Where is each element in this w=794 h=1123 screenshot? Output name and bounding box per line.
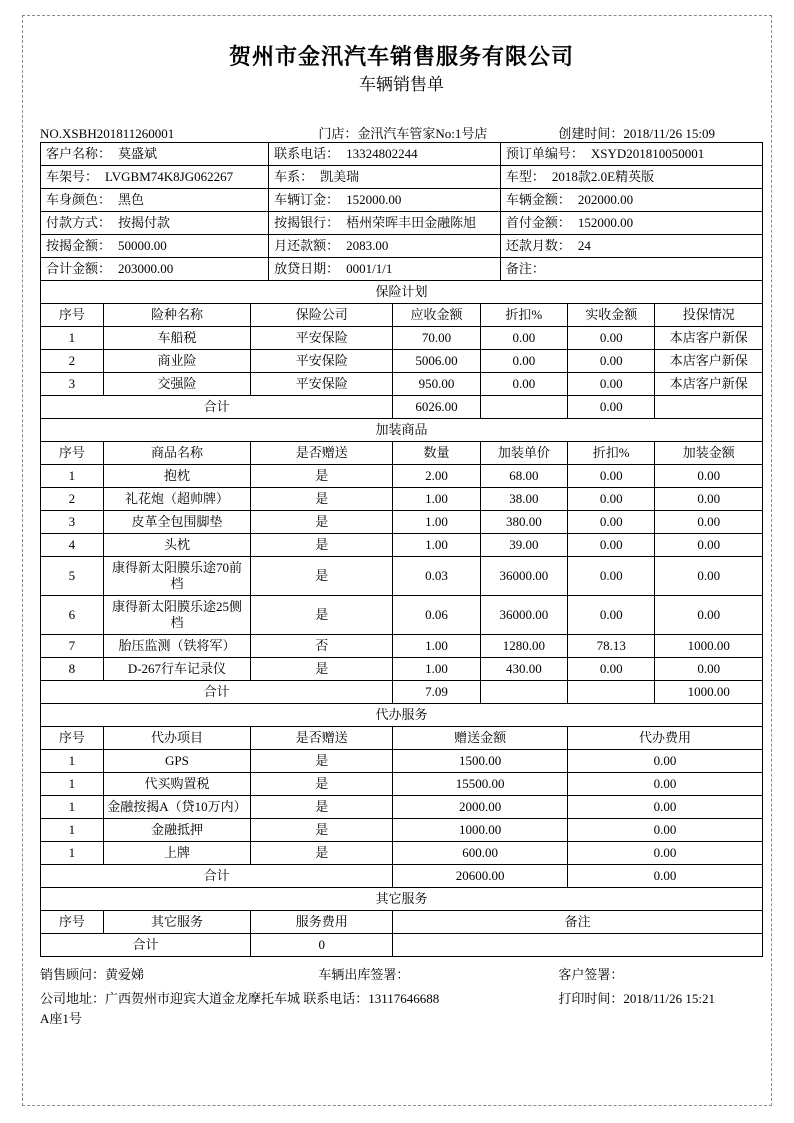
cell: 0.00	[568, 750, 763, 773]
cell: 78.13	[568, 635, 655, 658]
cell: 代买购置税	[103, 773, 250, 796]
cell: 1280.00	[480, 635, 567, 658]
cell: 0.00	[568, 819, 763, 842]
col-header: 序号	[41, 727, 104, 750]
table-row	[41, 596, 763, 635]
table-row	[41, 166, 763, 189]
cell: 平安保险	[251, 350, 393, 373]
cell: 0.00	[568, 511, 655, 534]
phone-cell: 联系电话： 13324802244	[269, 143, 501, 166]
col-header: 折扣%	[568, 442, 655, 465]
other-section-title: 其它服务	[41, 888, 763, 911]
table-row	[41, 534, 763, 557]
company-address: 公司地址：广西贺州市迎宾大道金龙摩托车城 联系电话：13117646688	[40, 991, 440, 1006]
cell: 36000.00	[480, 596, 567, 635]
addons-total-row	[41, 681, 763, 704]
sales-consultant: 销售顾问：黄爱娣	[40, 967, 145, 982]
mortgage-bank-cell: 按揭银行： 梧州荣晖丰田金融陈旭	[269, 212, 501, 235]
cell: 5006.00	[393, 350, 480, 373]
col-header: 商品名称	[103, 442, 250, 465]
section-title-row	[41, 281, 763, 304]
addon-products-table	[40, 418, 763, 704]
table-row	[41, 819, 763, 842]
other-header-row	[41, 911, 763, 934]
col-header: 实收金额	[568, 304, 655, 327]
cell: 0.00	[568, 842, 763, 865]
cell: 0.00	[568, 350, 655, 373]
cell: 0.00	[655, 557, 763, 596]
cell: 1	[41, 465, 104, 488]
total-note	[393, 934, 763, 957]
col-header: 险种名称	[103, 304, 250, 327]
cell: 商业险	[103, 350, 250, 373]
total-receivable: 6026.00	[393, 396, 480, 419]
cell: 康得新太阳膜乐途25侧档	[103, 596, 250, 635]
col-header: 代办项目	[103, 727, 250, 750]
cell: 1000.00	[655, 635, 763, 658]
cell: 0.00	[655, 596, 763, 635]
cell: 0.00	[655, 534, 763, 557]
cell: 本店客户新保	[655, 350, 763, 373]
col-header: 赠送金额	[393, 727, 568, 750]
cell: 1	[41, 773, 104, 796]
table-row	[41, 842, 763, 865]
col-header: 折扣%	[480, 304, 567, 327]
addons-section-title: 加装商品	[41, 419, 763, 442]
model-cell: 车型： 2018款2.0E精英版	[500, 166, 762, 189]
payment-method-cell: 付款方式： 按揭付款	[41, 212, 269, 235]
order-info-table	[40, 142, 763, 281]
addons-header-row	[41, 442, 763, 465]
total-amount: 1000.00	[655, 681, 763, 704]
cell: 3	[41, 373, 104, 396]
section-title-row	[41, 704, 763, 727]
document-title: 车辆销售单	[359, 75, 444, 94]
table-row	[41, 235, 763, 258]
remarks-cell: 备注：	[500, 258, 762, 281]
cell: 是	[251, 488, 393, 511]
customer-name-cell: 客户名称： 莫盛斌	[41, 143, 269, 166]
cell: 1.00	[393, 511, 480, 534]
cell: 是	[251, 534, 393, 557]
other-services-table	[40, 887, 763, 957]
total-status	[655, 396, 763, 419]
down-payment-cell: 首付金额： 152000.00	[500, 212, 762, 235]
cell: 1	[41, 819, 104, 842]
cell: 上牌	[103, 842, 250, 865]
agency-header-row	[41, 727, 763, 750]
body-color-cell: 车身颜色： 黑色	[41, 189, 269, 212]
cell: 本店客户新保	[655, 373, 763, 396]
table-row	[41, 327, 763, 350]
cell: 是	[251, 773, 393, 796]
total-discount	[480, 396, 567, 419]
cell: 2	[41, 350, 104, 373]
cell: 5	[41, 557, 104, 596]
monthly-payment-cell: 月还款额： 2083.00	[269, 235, 501, 258]
cell: 68.00	[480, 465, 567, 488]
col-header: 应收金额	[393, 304, 480, 327]
cell: 0.00	[568, 658, 655, 681]
cell: 950.00	[393, 373, 480, 396]
series-cell: 车系： 凯美瑞	[269, 166, 501, 189]
cell: 15500.00	[393, 773, 568, 796]
cell: 康得新太阳膜乐途70前档	[103, 557, 250, 596]
table-row	[41, 796, 763, 819]
vehicle-outbound-signature: 车辆出库签署：	[318, 967, 410, 982]
signature-line	[40, 965, 763, 985]
cell: 1	[41, 796, 104, 819]
cell: 2.00	[393, 465, 480, 488]
cell: 是	[251, 819, 393, 842]
col-header: 加装单价	[480, 442, 567, 465]
table-row	[41, 189, 763, 212]
cell: 0.00	[480, 327, 567, 350]
cell: 是	[251, 658, 393, 681]
mortgage-amount-cell: 按揭金额： 50000.00	[41, 235, 269, 258]
insurance-header-row	[41, 304, 763, 327]
col-header: 序号	[41, 304, 104, 327]
cell: 0.00	[568, 557, 655, 596]
total-service-fee: 0	[251, 934, 393, 957]
cell: 0.00	[655, 488, 763, 511]
total-gift-amount: 20600.00	[393, 865, 568, 888]
vin-cell: 车架号： LVGBM74K8JG062267	[41, 166, 269, 189]
reservation-no-cell: 预订单编号： XSYD201810050001	[500, 143, 762, 166]
cell: 3	[41, 511, 104, 534]
cell: 36000.00	[480, 557, 567, 596]
total-label: 合计	[41, 681, 393, 704]
created-time: 创建时间：2018/11/26 15:09	[558, 126, 715, 141]
document-footer	[40, 965, 763, 1029]
cell: 4	[41, 534, 104, 557]
col-header: 服务费用	[251, 911, 393, 934]
total-agency-fee: 0.00	[568, 865, 763, 888]
table-row	[41, 557, 763, 596]
table-row	[41, 511, 763, 534]
cell: 礼花炮（超帅牌）	[103, 488, 250, 511]
cell: 1	[41, 750, 104, 773]
company-title: 贺州市金汛汽车销售服务有限公司	[228, 44, 574, 69]
cell: 1	[41, 842, 104, 865]
cell: 是	[251, 557, 393, 596]
col-header: 是否赠送	[251, 442, 393, 465]
table-row	[41, 212, 763, 235]
company-address-continued: A座1号	[40, 1011, 82, 1026]
cell: 否	[251, 635, 393, 658]
cell: 头枕	[103, 534, 250, 557]
cell: 0.00	[568, 327, 655, 350]
cell: 0.00	[568, 796, 763, 819]
cell: 380.00	[480, 511, 567, 534]
agency-section-title: 代办服务	[41, 704, 763, 727]
section-title-row	[41, 888, 763, 911]
cell: 8	[41, 658, 104, 681]
col-header: 投保情况	[655, 304, 763, 327]
cell: 0.00	[568, 534, 655, 557]
cell: 胎压监测（铁将军）	[103, 635, 250, 658]
col-header: 序号	[41, 911, 104, 934]
table-row	[41, 373, 763, 396]
cell: 0.00	[480, 373, 567, 396]
col-header: 序号	[41, 442, 104, 465]
section-title-row	[41, 419, 763, 442]
cell: 0.00	[568, 773, 763, 796]
cell: 0.03	[393, 557, 480, 596]
cell: 2000.00	[393, 796, 568, 819]
cell: 金融按揭A（贷10万内）	[103, 796, 250, 819]
cell: 抱枕	[103, 465, 250, 488]
table-row	[41, 258, 763, 281]
table-row	[41, 658, 763, 681]
other-total-row	[41, 934, 763, 957]
cell: 600.00	[393, 842, 568, 865]
order-number: NO.XSBH201811260001	[40, 126, 175, 141]
cell: 车船税	[103, 327, 250, 350]
address-line	[40, 989, 763, 1009]
col-header: 代办费用	[568, 727, 763, 750]
address-line-2	[40, 1009, 763, 1029]
cell: 0.00	[655, 658, 763, 681]
cell: GPS	[103, 750, 250, 773]
total-label: 合计	[41, 865, 393, 888]
cell: 2	[41, 488, 104, 511]
table-row	[41, 635, 763, 658]
cell: 是	[251, 750, 393, 773]
cell: 交强险	[103, 373, 250, 396]
table-row	[41, 773, 763, 796]
cell: 是	[251, 596, 393, 635]
cell: 平安保险	[251, 327, 393, 350]
total-amount-cell: 合计金额： 203000.00	[41, 258, 269, 281]
col-header: 保险公司	[251, 304, 393, 327]
cell: 430.00	[480, 658, 567, 681]
insurance-plan-table	[40, 280, 763, 419]
table-row	[41, 465, 763, 488]
cell: 1	[41, 327, 104, 350]
repayment-months-cell: 还款月数： 24	[500, 235, 762, 258]
col-header: 加装金额	[655, 442, 763, 465]
table-row	[41, 488, 763, 511]
col-header: 是否赠送	[251, 727, 393, 750]
table-row	[41, 750, 763, 773]
cell: 是	[251, 511, 393, 534]
table-row	[41, 350, 763, 373]
sales-order-document	[40, 42, 763, 1029]
total-label: 合计	[41, 396, 393, 419]
loan-date-cell: 放贷日期： 0001/1/1	[269, 258, 501, 281]
cell: 0.00	[655, 511, 763, 534]
cell: 0.00	[655, 465, 763, 488]
cell: 是	[251, 842, 393, 865]
col-header: 备注	[393, 911, 763, 934]
cell: 1.00	[393, 534, 480, 557]
cell: 是	[251, 796, 393, 819]
deposit-cell: 车辆订金： 152000.00	[269, 189, 501, 212]
print-time: 打印时间：2018/11/26 15:21	[558, 991, 715, 1006]
table-row	[41, 143, 763, 166]
cell: 本店客户新保	[655, 327, 763, 350]
cell: 0.06	[393, 596, 480, 635]
total-unit	[480, 681, 567, 704]
col-header: 其它服务	[103, 911, 250, 934]
cell: 70.00	[393, 327, 480, 350]
agency-total-row	[41, 865, 763, 888]
cell: 1500.00	[393, 750, 568, 773]
vehicle-amount-cell: 车辆金额： 202000.00	[500, 189, 762, 212]
total-discount	[568, 681, 655, 704]
cell: 平安保险	[251, 373, 393, 396]
col-header: 数量	[393, 442, 480, 465]
insurance-section-title: 保险计划	[41, 281, 763, 304]
order-meta-line	[40, 124, 763, 143]
cell: 39.00	[480, 534, 567, 557]
cell: D-267行车记录仪	[103, 658, 250, 681]
cell: 0.00	[480, 350, 567, 373]
cell: 是	[251, 465, 393, 488]
customer-signature: 客户签署：	[558, 967, 624, 982]
cell: 0.00	[568, 488, 655, 511]
cell: 7	[41, 635, 104, 658]
cell: 金融抵押	[103, 819, 250, 842]
total-received: 0.00	[568, 396, 655, 419]
agency-services-table	[40, 703, 763, 888]
cell: 皮革全包围脚垫	[103, 511, 250, 534]
cell: 1.00	[393, 488, 480, 511]
cell: 1.00	[393, 658, 480, 681]
cell: 38.00	[480, 488, 567, 511]
total-label: 合计	[41, 934, 251, 957]
cell: 1000.00	[393, 819, 568, 842]
total-qty: 7.09	[393, 681, 480, 704]
cell: 6	[41, 596, 104, 635]
cell: 0.00	[568, 373, 655, 396]
insurance-total-row	[41, 396, 763, 419]
cell: 0.00	[568, 465, 655, 488]
store-name: 门店：金汛汽车管家No:1号店	[318, 126, 488, 141]
cell: 0.00	[568, 596, 655, 635]
cell: 1.00	[393, 635, 480, 658]
